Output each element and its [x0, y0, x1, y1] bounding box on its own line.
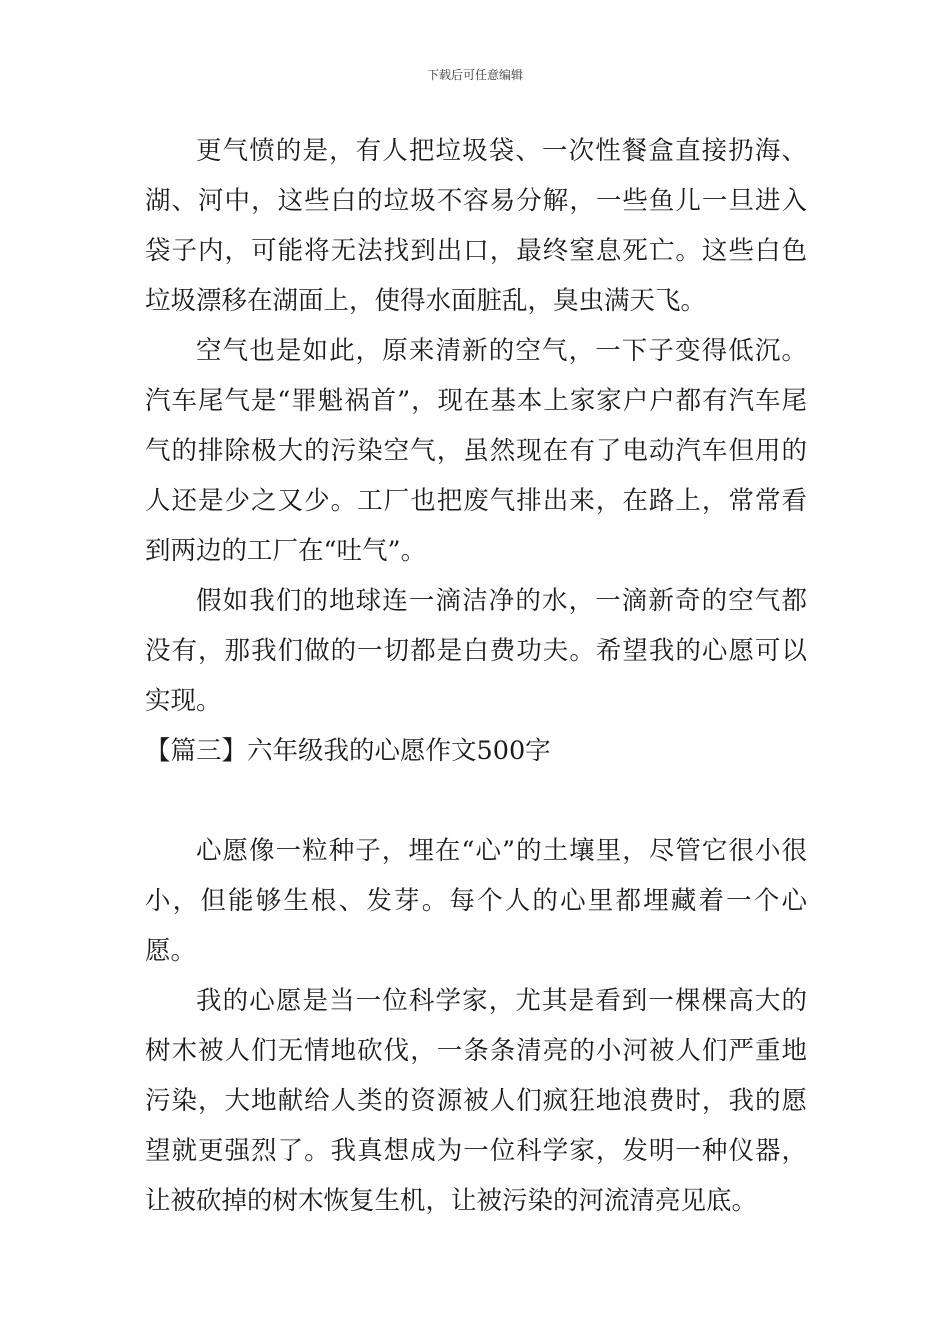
- section-heading: 【篇三】六年级我的心愿作文500字: [145, 736, 551, 766]
- header-note: 下载后可任意编辑: [426, 68, 523, 82]
- blank-line: [145, 776, 807, 826]
- paragraph-conclusion: 假如我们的地球连一滴洁净的水，一滴新奇的空气都没有，那我们做的一切都是白费功夫。希望我的心愿可以实现。: [145, 586, 807, 716]
- document-body: [145, 126, 807, 1226]
- paragraph-wish-intro: 心愿像一粒种子，埋在“心”的土壤里，尽管它很小很小，但能够生根、发芽。每个人的心里都埋藏着一个心愿。: [145, 836, 807, 966]
- paragraph-pollution-waste: 更气愤的是，有人把垃圾袋、一次性餐盒直接扔海、湖、河中，这些白的垃圾不容易分解，一些鱼儿一旦进入袋子内，可能将无法找到出口，最终窒息死亡。这些白色垃圾漂移在湖面上，使得水面脏乱，臭虫满天飞。: [145, 136, 807, 316]
- paragraph-wish-scientist: 我的心愿是当一位科学家，尤其是看到一棵棵高大的树木被人们无情地砍伐，一条条清亮的小河被人们严重地污染，大地献给人类的资源被人们疯狂地浪费时，我的愿望就更强烈了。我真想成为一位科学家，发明一种仪器，让被砍掉的树木恢复生机，让被污染的河流清亮见底。: [145, 986, 807, 1216]
- paragraph-pollution-air: 空气也是如此，原来清新的空气，一下子变得低沉。汽车尾气是“罪魁祸首”，现在基本上家家户户都有汽车尾气的排除极大的污染空气，虽然现在有了电动汽车但用的人还是少之又少。工厂也把废气排出来，在路上，常常看到两边的工厂在“吐气”。: [145, 336, 807, 566]
